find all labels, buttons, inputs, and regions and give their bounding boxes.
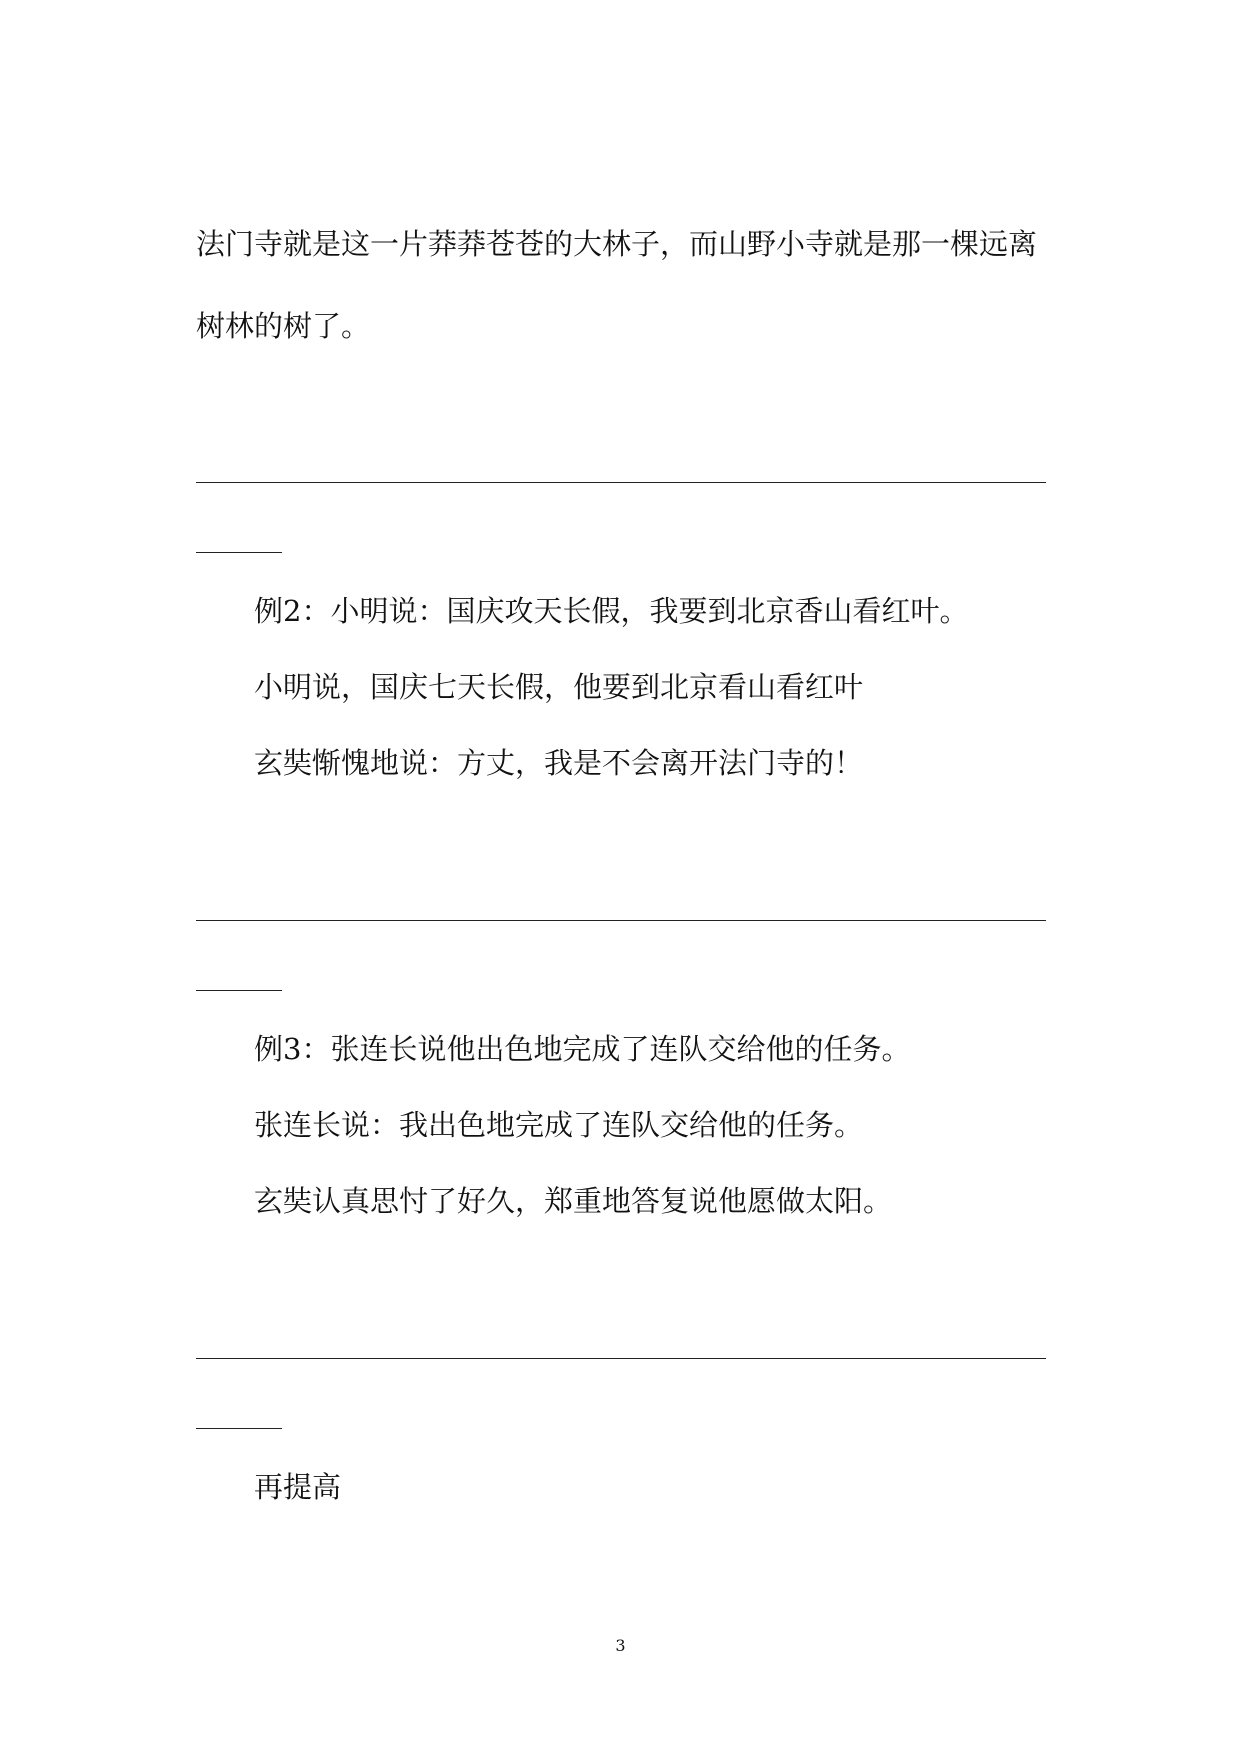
answer-line-1a (196, 482, 1046, 483)
example2-prompt: 例2：小明说：国庆攻天长假，我要到北京香山看红叶。 (254, 594, 969, 628)
answer-line-3b (196, 1428, 282, 1429)
answer-line-1b (196, 552, 282, 553)
answer-line-2b (196, 990, 282, 991)
answer-line-3a (196, 1358, 1046, 1359)
example3-converted: 张连长说：我出色地完成了连队交给他的任务。 (254, 1108, 864, 1142)
answer-line-2a (196, 920, 1046, 921)
page-number: 3 (615, 1636, 626, 1655)
example3-exercise: 玄奘认真思忖了好久，郑重地答复说他愿做太阳。 (254, 1184, 893, 1218)
example3-prompt: 例3：张连长说他出色地完成了连队交给他的任务。 (254, 1032, 911, 1066)
paragraph-line-2: 树林的树了。 (196, 309, 371, 343)
section-heading: 再提高 (254, 1470, 342, 1504)
paragraph-line-1: 法门寺就是这一片莽莽苍苍的大林子，而山野小寺就是那一棵远离 (196, 227, 1038, 261)
example2-converted: 小明说，国庆七天长假，他要到北京看山看红叶 (254, 670, 864, 704)
example2-exercise: 玄奘惭愧地说：方丈，我是不会离开法门寺的！ (254, 746, 864, 780)
